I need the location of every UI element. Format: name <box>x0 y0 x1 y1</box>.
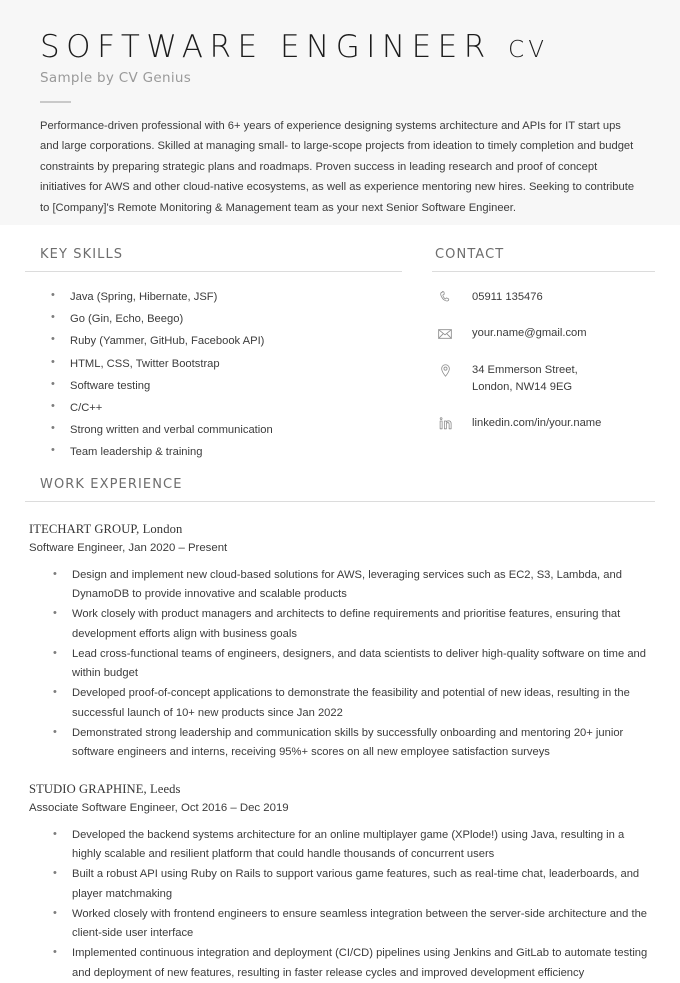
envelope-icon <box>435 326 455 342</box>
list-item: • Lead cross-functional teams of engineers, designers, and data scientists to deliver high-quality software on time and within budget <box>45 645 655 684</box>
list-item: • Design and implement new cloud-based solutions for AWS, leveraging services such as EC2, S3, Lambda, and DynamoDB to provide innovative and scalable products <box>45 566 655 605</box>
job-entry <box>25 520 655 762</box>
cv-subtitle: Sample by CV Genius <box>40 70 192 87</box>
linkedin-icon <box>435 416 455 431</box>
contact-email[interactable]: your.name@gmail.com <box>472 327 587 340</box>
work-experience-divider <box>25 501 655 502</box>
contact-address <box>455 362 578 397</box>
key-skills-heading: KEY SKILLS <box>40 247 124 262</box>
title-main: SOFTWARE ENGINEER <box>40 29 492 65</box>
title-suffix: CV <box>508 37 548 63</box>
contact-row-linkedin <box>435 415 655 432</box>
list-item: • Go (Gin, Echo, Beego) <box>43 308 402 330</box>
contact-row-email <box>435 325 655 342</box>
professional-summary: Performance-driven professional with 6+ years of experience designing systems architecture and APIs for IT start ups and large corporations. Skilled at managing small- to large-scope projects from ideation to timely completion and budget constraints by preparing strategic plans and roadmaps. Proven success in leading research and proof of concept initiatives for AWS and other cloud-native ecosystems, as well as experience mentoring new hires. Seeking to contribute to [Company]'s Remote Monitoring & Management team as your next Senior Software Engineer. <box>40 120 635 214</box>
job-title: Associate Software Engineer, Oct 2016 – Dec 2019 <box>29 802 289 815</box>
contact-divider <box>432 271 655 272</box>
contact-heading: CONTACT <box>435 247 505 262</box>
address-line-1: 34 Emmerson Street, <box>472 363 578 376</box>
job-bullets <box>25 566 655 763</box>
work-experience-heading: WORK EXPERIENCE <box>40 477 183 493</box>
contact-phone[interactable]: 05911 135476 <box>472 291 543 303</box>
key-skills-section <box>25 247 420 463</box>
work-experience-section <box>0 463 680 983</box>
key-skills-list <box>25 286 402 463</box>
contact-linkedin[interactable]: linkedin.com/in/your.name <box>472 417 602 430</box>
list-item: • Software testing <box>43 375 402 397</box>
job-company: STUDIO GRAPHINE, Leeds <box>29 782 181 797</box>
job-company: ITECHART GROUP, London <box>29 522 183 537</box>
list-item: • Ruby (Yammer, GitHub, Facebook API) <box>43 330 402 352</box>
contact-list <box>432 286 655 433</box>
contact-row-address <box>435 362 655 397</box>
contact-row-phone <box>435 289 655 306</box>
subtitle-divider <box>40 101 71 103</box>
list-item: • Strong written and verbal communication <box>43 419 402 441</box>
list-item: • Worked closely with frontend engineers to ensure seamless integration between the server-side architecture and the client-side user interface <box>45 905 655 944</box>
phone-icon <box>435 290 455 305</box>
key-skills-divider <box>25 271 402 272</box>
job-entry <box>25 780 655 982</box>
list-item: • Developed proof-of-concept applications to demonstrate the feasibility and potential of new ideas, resulting in the successful launch of 10+ new products since Jan 2022 <box>45 684 655 723</box>
map-pin-icon <box>435 363 455 378</box>
list-item: • HTML, CSS, Twitter Bootstrap <box>43 353 402 375</box>
list-item: • Developed the backend systems architecture for an online multiplayer game (XPlode!) using Java, resulting in a highly scalable and resilient platform that could handle thousands of concurrent users <box>45 826 655 865</box>
page-title <box>40 30 640 64</box>
list-item: • Java (Spring, Hibernate, JSF) <box>43 286 402 308</box>
address-line-2: London, NW14 9EG <box>472 381 573 394</box>
skills-contact-columns <box>0 225 680 463</box>
cv-header <box>0 0 680 225</box>
list-item: • Demonstrated strong leadership and communication skills by successfully onboarding and mentoring 20+ junior software engineers and interns, receiving 95%+ scores on all new employee satisfaction surveys <box>45 724 655 763</box>
list-item: • Implemented continuous integration and deployment (CI/CD) pipelines using Jenkins and GitLab to automate testing and deployment of new features, resulting in faster release cycles and improved development efficiency <box>45 944 655 983</box>
job-bullets <box>25 826 655 983</box>
contact-section <box>420 247 655 463</box>
list-item: • Work closely with product managers and architects to define requirements and prioritise features, ensuring that development efforts align with business goals <box>45 605 655 644</box>
list-item: • C/C++ <box>43 397 402 419</box>
list-item: • Built a robust API using Ruby on Rails to support various game features, such as real-time chat, leaderboards, and player matchmaking <box>45 865 655 904</box>
job-title: Software Engineer, Jan 2020 – Present <box>29 542 228 555</box>
list-item: • Team leadership & training <box>43 441 402 463</box>
